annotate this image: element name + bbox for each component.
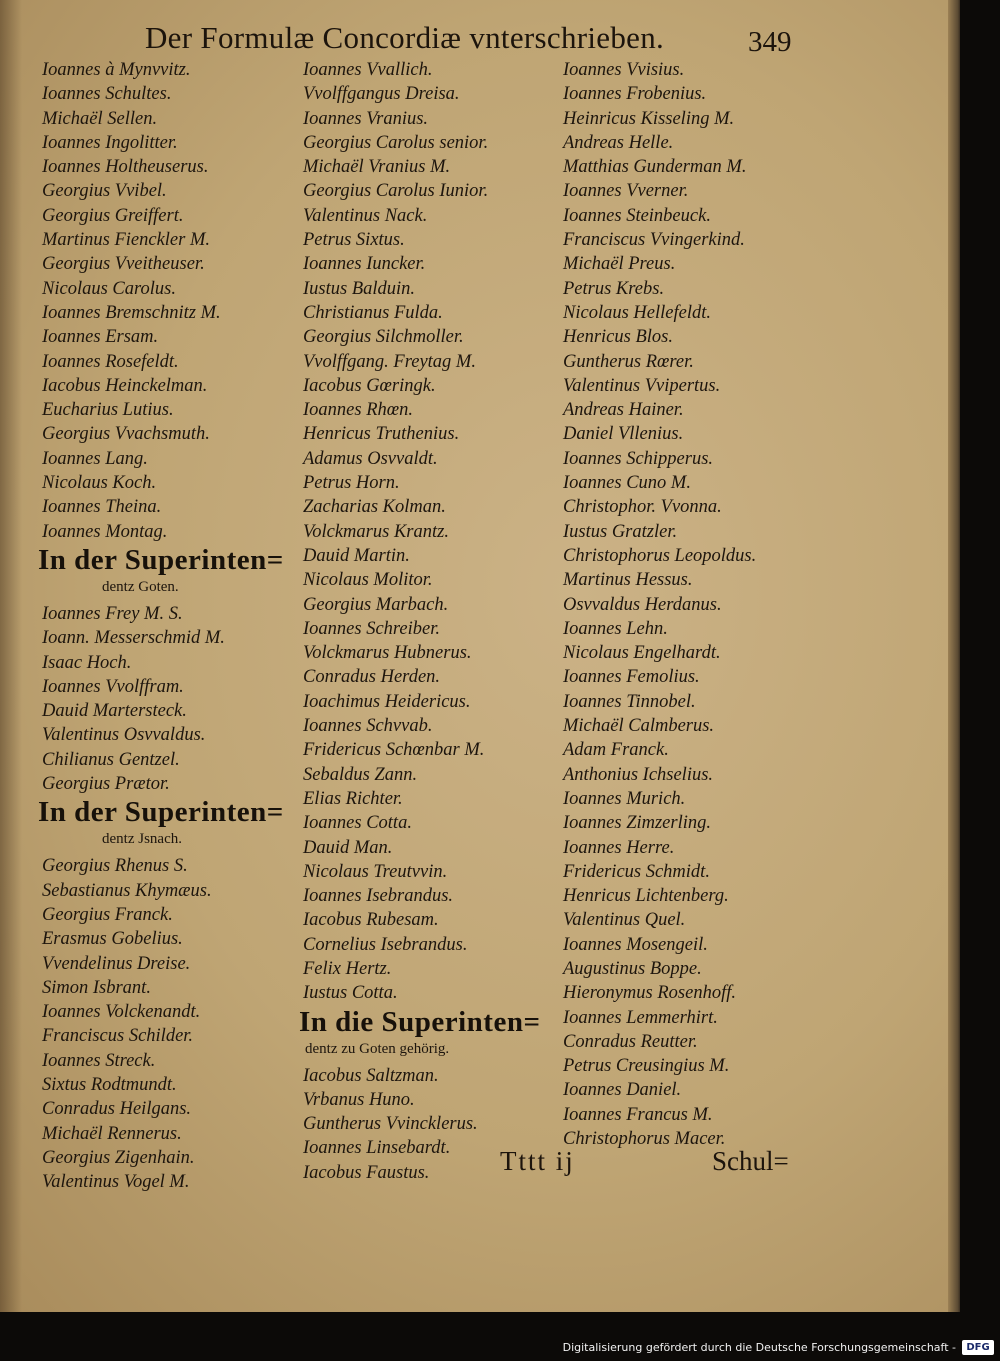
name-entry: Franciscus Vvingerkind. xyxy=(563,230,745,251)
name-entry: Guntherus Vvincklerus. xyxy=(303,1114,478,1135)
name-entry: Cornelius Isebrandus. xyxy=(303,934,468,955)
name-entry: Valentinus Vogel M. xyxy=(42,1172,190,1193)
name-entry: Ioannes Ersam. xyxy=(42,327,159,348)
name-entry: Iacobus Saltzman. xyxy=(303,1065,439,1086)
name-entry: Ioann. Messerschmid M. xyxy=(42,628,225,649)
section-subheading: dentz zu Goten gehörig. xyxy=(305,1040,450,1057)
name-entry: Ioannes Francus M. xyxy=(563,1104,713,1125)
name-entry: Sebastianus Khymæus. xyxy=(42,880,212,901)
name-entry: Michaël Calmberus. xyxy=(563,716,715,737)
name-entry: Henricus Truthenius. xyxy=(303,424,460,445)
name-entry: Elias Richter. xyxy=(303,788,403,809)
name-entry: Ioannes Schvvab. xyxy=(303,716,433,737)
name-entry: Iacobus Gœringk. xyxy=(303,375,436,396)
funding-bar xyxy=(0,1336,1000,1361)
gutter-shadow xyxy=(0,0,22,1312)
name-entry: Ioannes Vranius. xyxy=(303,108,429,129)
name-entry: Petrus Creusingius M. xyxy=(563,1056,730,1077)
name-entry: Ioannes Vverner. xyxy=(563,181,689,202)
name-entry: Valentinus Vvipertus. xyxy=(563,375,721,396)
name-entry: Dauid Martin. xyxy=(303,545,410,566)
name-entry: Ioannes Herre. xyxy=(563,837,675,858)
name-entry: Petrus Sixtus. xyxy=(303,230,405,251)
name-entry: Eucharius Lutius. xyxy=(42,400,174,421)
name-column-1 xyxy=(38,58,284,1194)
page-header-title: Der Formulæ Concordiæ vnterschrieben. xyxy=(145,20,665,55)
name-entry: Dauid Man. xyxy=(303,837,393,858)
name-entry: Vvolffgangus Dreisa. xyxy=(303,84,460,105)
name-entry: Sebaldus Zann. xyxy=(303,764,418,785)
name-list xyxy=(563,58,756,1151)
name-entry: Ioannes Tinnobel. xyxy=(563,691,696,712)
name-entry: Iacobus Rubesam. xyxy=(303,910,439,931)
name-entry: Georgius Greiffert. xyxy=(42,205,184,226)
name-entry: Georgius Prætor. xyxy=(42,774,170,795)
name-column-3 xyxy=(563,58,756,1151)
page-edge xyxy=(948,0,960,1312)
name-list xyxy=(303,58,540,1006)
name-entry: Ioannes Zimzerling. xyxy=(563,813,711,834)
name-entry: Ioannes Vvisius. xyxy=(563,60,685,80)
name-entry: Fridericus Schmidt. xyxy=(563,861,710,882)
name-entry: Adam Franck. xyxy=(563,740,669,761)
dfg-logo-icon: DFG xyxy=(962,1340,994,1355)
section-heading: In der Superinten= xyxy=(38,796,284,829)
name-entry: Nicolaus Treutvvin. xyxy=(303,861,448,882)
name-entry: Zacharias Kolman. xyxy=(303,497,446,518)
name-entry: Ioannes Montag. xyxy=(42,521,168,542)
name-entry: Volckmarus Krantz. xyxy=(303,521,449,542)
name-entry: Anthonius Ichselius. xyxy=(563,764,714,785)
signature-mark: Tttt ij xyxy=(500,1146,575,1176)
name-entry: Christophor. Vvonna. xyxy=(563,497,722,518)
name-entry: Michaël Vranius M. xyxy=(303,157,451,178)
name-entry: Valentinus Osvvaldus. xyxy=(42,725,206,746)
name-entry: Ioannes à Mynvvitz. xyxy=(42,60,191,80)
name-entry: Augustinus Boppe. xyxy=(563,958,702,979)
name-entry: Ioannes Frey M. S. xyxy=(42,603,183,624)
name-entry: Georgius Vvibel. xyxy=(42,181,167,202)
name-entry: Nicolaus Engelhardt. xyxy=(563,643,721,664)
name-entry: Ioannes Bremschnitz M. xyxy=(42,302,221,323)
name-entry: Martinus Fienckler M. xyxy=(42,230,210,251)
name-entry: Ioannes Theina. xyxy=(42,497,162,518)
name-entry: Petrus Krebs. xyxy=(563,278,665,299)
name-entry: Michaël Preus. xyxy=(563,254,676,275)
name-entry: Franciscus Schilder. xyxy=(42,1026,194,1047)
name-entry: Georgius Vveitheuser. xyxy=(42,254,205,275)
name-entry: Iustus Cotta. xyxy=(303,983,398,1004)
section-heading: In der Superinten= xyxy=(38,543,284,576)
name-entry: Ioannes Volckenandt. xyxy=(42,1002,201,1023)
name-entry: Ioannes Isebrandus. xyxy=(303,886,454,907)
name-entry: Martinus Hessus. xyxy=(563,570,693,591)
name-entry: Ioannes Holtheuserus. xyxy=(42,157,209,178)
name-entry: Georgius Carolus senior. xyxy=(303,132,489,153)
name-entry: Felix Hertz. xyxy=(303,958,392,979)
name-entry: Ioannes Murich. xyxy=(563,788,686,809)
name-entry: Ioannes Streck. xyxy=(42,1050,156,1071)
name-entry: Sixtus Rodtmundt. xyxy=(42,1074,177,1095)
name-entry: Daniel Vllenius. xyxy=(563,424,684,445)
name-entry: Ioannes Lang. xyxy=(42,448,148,469)
name-entry: Ioannes Vvallich. xyxy=(303,60,433,80)
name-list xyxy=(42,854,284,1194)
name-entry: Matthias Gunderman M. xyxy=(563,157,747,178)
name-entry: Chilianus Gentzel. xyxy=(42,749,180,770)
name-entry: Ioannes Schipperus. xyxy=(563,448,714,469)
funding-notice: Digitalisierung gefördert durch die Deutsche Forschungsgemeinschaft - xyxy=(562,1341,956,1354)
name-entry: Michaël Rennerus. xyxy=(42,1123,182,1144)
name-list xyxy=(42,602,284,796)
name-entry: Vrbanus Huno. xyxy=(303,1089,415,1110)
name-entry: Nicolaus Carolus. xyxy=(42,278,176,299)
name-entry: Christianus Fulda. xyxy=(303,302,443,323)
name-entry: Ioannes Iuncker. xyxy=(303,254,426,275)
name-entry: Conradus Reutter. xyxy=(563,1031,698,1052)
name-entry: Conradus Herden. xyxy=(303,667,441,688)
name-entry: Ioannes Cotta. xyxy=(303,813,412,834)
name-entry: Georgius Silchmoller. xyxy=(303,327,464,348)
name-entry: Volckmarus Hubnerus. xyxy=(303,643,472,664)
name-entry: Conradus Heilgans. xyxy=(42,1099,192,1120)
name-column-2 xyxy=(299,58,541,1185)
name-entry: Nicolaus Hellefeldt. xyxy=(563,302,711,323)
name-entry: Ioannes Steinbeuck. xyxy=(563,205,711,226)
name-entry: Erasmus Gobelius. xyxy=(42,929,183,950)
name-entry: Hieronymus Rosenhoff. xyxy=(563,983,736,1004)
name-entry: Heinricus Kisseling M. xyxy=(563,108,735,129)
name-entry: Ioannes Daniel. xyxy=(563,1080,682,1101)
name-entry: Ioannes Schreiber. xyxy=(303,618,441,639)
name-entry: Guntherus Rœrer. xyxy=(563,351,694,372)
section-subheading: dentz Jsnach. xyxy=(102,831,182,848)
name-entry: Petrus Horn. xyxy=(303,473,400,494)
name-entry: Ioannes Ingolitter. xyxy=(42,132,178,153)
name-entry: Valentinus Nack. xyxy=(303,205,428,226)
name-entry: Georgius Marbach. xyxy=(303,594,449,615)
catchword: Schul= xyxy=(712,1146,789,1176)
name-entry: Andreas Hainer. xyxy=(563,400,684,421)
name-entry: Henricus Lichtenberg. xyxy=(563,886,729,907)
name-entry: Vvendelinus Dreise. xyxy=(42,953,191,974)
name-entry: Valentinus Quel. xyxy=(563,910,686,931)
name-entry: Osvvaldus Herdanus. xyxy=(563,594,722,615)
name-entry: Adamus Osvvaldt. xyxy=(303,448,438,469)
name-entry: Georgius Vvachsmuth. xyxy=(42,424,210,445)
name-entry: Iacobus Faustus. xyxy=(303,1162,430,1183)
name-entry: Iustus Balduin. xyxy=(303,278,416,299)
name-entry: Andreas Helle. xyxy=(563,132,674,153)
name-entry: Ioannes Rhœn. xyxy=(303,400,413,421)
name-entry: Fridericus Schœnbar M. xyxy=(303,740,485,761)
name-entry: Ioannes Lemmerhirt. xyxy=(563,1007,718,1028)
name-entry: Georgius Zigenhain. xyxy=(42,1147,195,1168)
name-entry: Ioannes Schultes. xyxy=(42,84,172,105)
section-subheading: dentz Goten. xyxy=(102,578,179,595)
name-entry: Nicolaus Molitor. xyxy=(303,570,433,591)
name-entry: Simon Isbrant. xyxy=(42,977,151,998)
name-entry: Henricus Blos. xyxy=(563,327,673,348)
page-number: 349 xyxy=(748,26,792,58)
name-entry: Ioachimus Heidericus. xyxy=(303,691,471,712)
name-entry: Ioannes Cuno M. xyxy=(563,473,691,494)
name-entry: Georgius Rhenus S. xyxy=(42,856,188,877)
name-entry: Ioannes Rosefeldt. xyxy=(42,351,179,372)
name-entry: Isaac Hoch. xyxy=(42,652,132,673)
name-entry: Iustus Gratzler. xyxy=(563,521,678,542)
name-entry: Iacobus Heinckelman. xyxy=(42,375,208,396)
name-entry: Ioannes Lehn. xyxy=(563,618,668,639)
name-entry: Ioannes Frobenius. xyxy=(563,84,707,105)
name-entry: Georgius Franck. xyxy=(42,904,173,925)
name-entry: Christophorus Leopoldus. xyxy=(563,545,757,566)
name-entry: Nicolaus Koch. xyxy=(42,473,157,494)
name-entry: Ioannes Femolius. xyxy=(563,667,700,688)
name-entry: Vvolffgang. Freytag M. xyxy=(303,351,476,372)
name-entry: Georgius Carolus Iunior. xyxy=(303,181,489,202)
name-entry: Dauid Martersteck. xyxy=(42,701,187,722)
name-entry: Ioannes Linsebardt. xyxy=(303,1138,451,1159)
name-entry: Ioannes Mosengeil. xyxy=(563,934,708,955)
name-list xyxy=(42,58,284,544)
name-entry: Michaël Sellen. xyxy=(42,108,158,129)
name-entry: Christophorus Macer. xyxy=(563,1129,726,1150)
section-heading: In die Superinten= xyxy=(299,1005,541,1038)
name-entry: Ioannes Vvolffram. xyxy=(42,676,184,697)
